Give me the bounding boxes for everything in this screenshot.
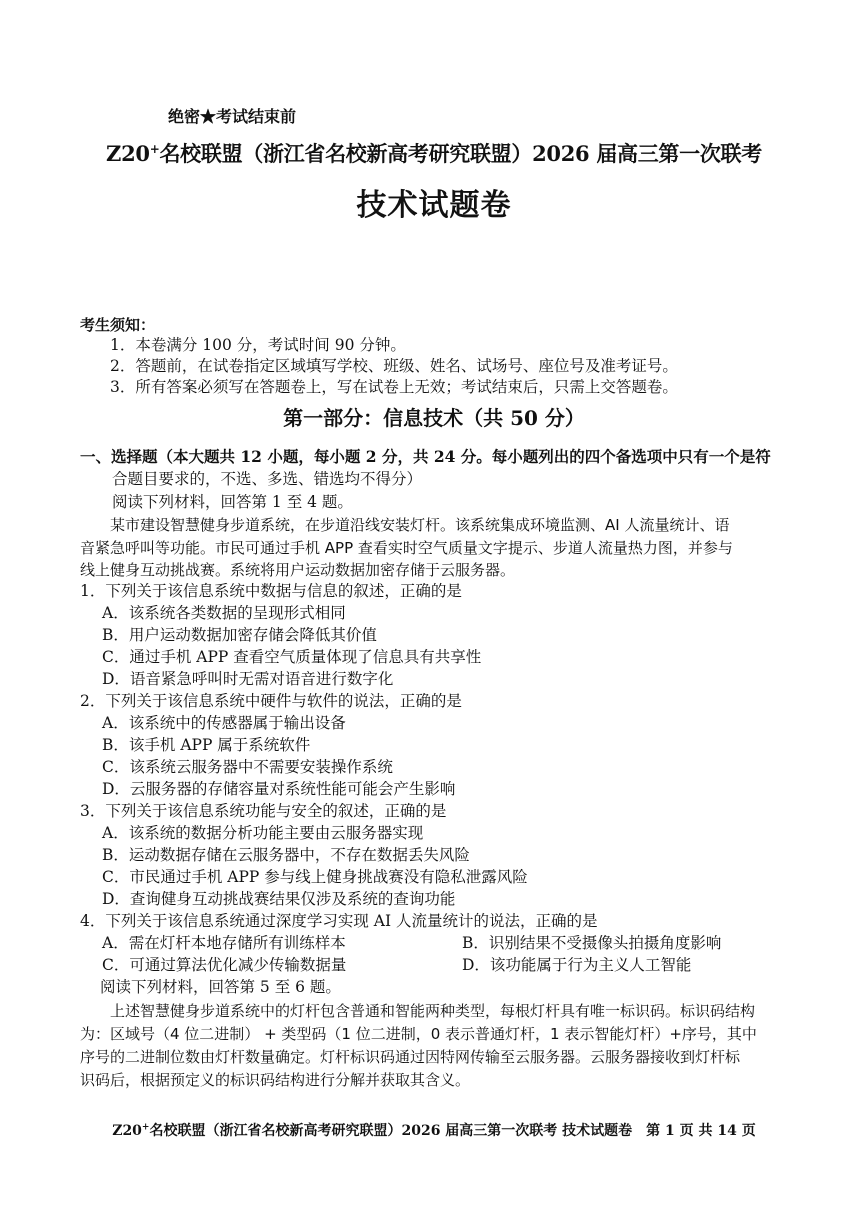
confidential-label: 绝密★考试结束前 [168, 107, 297, 126]
question-stem: 1．下列关于该信息系统中数据与信息的叙述，正确的是 [80, 582, 462, 600]
exam-title [0, 138, 868, 168]
page-footer [0, 1120, 868, 1140]
note-item: 1．本卷满分 100 分，考试时间 90 分钟。 [110, 336, 406, 354]
question-option: C．可通过算法优化减少传输数据量 [102, 956, 347, 974]
footer-rest: 名校联盟（浙江省名校新高考研究联盟）2026 届高三第一次联考 技术试题卷 第 1 页 共 14 页 [149, 1123, 756, 1139]
title-sup: + [149, 142, 160, 156]
reading-prompt: 阅读下列材料，回答第 5 至 6 题。 [100, 978, 341, 996]
part-title: 第一部分：信息技术（共 50 分） [283, 406, 585, 430]
material-line: 序号的二进制位数由灯杆数量确定。灯杆标识码通过因特网传输至云服务器。云服务器接收到灯杆标 [80, 1048, 741, 1066]
note-item: 3．所有答案必须写在答题卷上，写在试卷上无效；考试结束后，只需上交答题卷。 [110, 378, 678, 396]
question-option: A．该系统各类数据的呈现形式相同 [102, 604, 346, 622]
question-option: B．该手机 APP 属于系统软件 [102, 736, 311, 754]
material-line: 上述智慧健身步道系统中的灯杆包含普通和智能两种类型，每根灯杆具有唯一标识码。标识码结构 [80, 1002, 756, 1020]
reading-prompt: 阅读下列材料，回答第 1 至 4 题。 [112, 493, 353, 511]
question-option: A．该系统的数据分析功能主要由云服务器实现 [102, 824, 424, 842]
question-option: D．语音紧急呼叫时无需对语音进行数字化 [102, 670, 394, 688]
question-option: D．查询健身互动挑战赛结果仅涉及系统的查询功能 [102, 890, 456, 908]
exam-subtitle: 技术试题卷 [356, 188, 512, 223]
notes-heading: 考生须知： [80, 316, 156, 334]
material-line: 某市建设智慧健身步道系统，在步道沿线安装灯杆。该系统集成环境监测、AI 人流量统计、语 [80, 516, 730, 534]
question-stem: 3．下列关于该信息系统功能与安全的叙述，正确的是 [80, 802, 447, 820]
material-line: 为：区域号（4 位二进制） + 类型码（1 位二进制，0 表示普通灯杆，1 表示智能灯杆）+序号，其中 [80, 1025, 757, 1043]
question-option: B．运动数据存储在云服务器中，不存在数据丢失风险 [102, 846, 470, 864]
material-line: 音紧急呼叫等功能。市民可通过手机 APP 查看实时空气质量文字提示、步道人流量热力图，并参与 [80, 539, 733, 557]
title-prefix: Z20 [106, 141, 150, 166]
question-option: C．市民通过手机 APP 参与线上健身挑战赛没有隐私泄露风险 [102, 868, 528, 886]
footer-prefix: Z20 [112, 1123, 142, 1139]
question-option: D．该功能属于行为主义人工智能 [462, 956, 692, 974]
question-stem: 4．下列关于该信息系统通过深度学习实现 AI 人流量统计的说法，正确的是 [80, 912, 598, 930]
question-option: B．用户运动数据加密存储会降低其价值 [102, 626, 377, 644]
question-stem: 2．下列关于该信息系统中硬件与软件的说法，正确的是 [80, 692, 462, 710]
footer-sup: + [141, 1122, 150, 1133]
section-instruction-cont: 合题目要求的，不选、多选、错选均不得分） [112, 470, 423, 488]
question-option: B．识别结果不受摄像头拍摄角度影响 [462, 934, 722, 952]
material-line: 识码后，根据预定义的标识码结构进行分解并获取其含义。 [80, 1071, 471, 1089]
question-option: A．需在灯杆本地存储所有训练样本 [102, 934, 346, 952]
question-option: D．云服务器的存储容量对系统性能可能会产生影响 [102, 780, 456, 798]
title-rest: 名校联盟（浙江省名校新高考研究联盟）2026 届高三第一次联考 [159, 141, 762, 166]
question-option: A．该系统中的传感器属于输出设备 [102, 714, 346, 732]
section-instruction: 一、选择题（本大题共 12 小题，每小题 2 分，共 24 分。每小题列出的四个备选项中只有一个是符 [80, 447, 771, 466]
material-line: 线上健身互动挑战赛。系统将用户运动数据加密存储于云服务器。 [80, 561, 516, 579]
question-option: C．通过手机 APP 查看空气质量体现了信息具有共享性 [102, 648, 482, 666]
note-item: 2．答题前，在试卷指定区域填写学校、班级、姓名、试场号、座位号及准考证号。 [110, 357, 678, 375]
question-option: C．该系统云服务器中不需要安装操作系统 [102, 758, 393, 776]
